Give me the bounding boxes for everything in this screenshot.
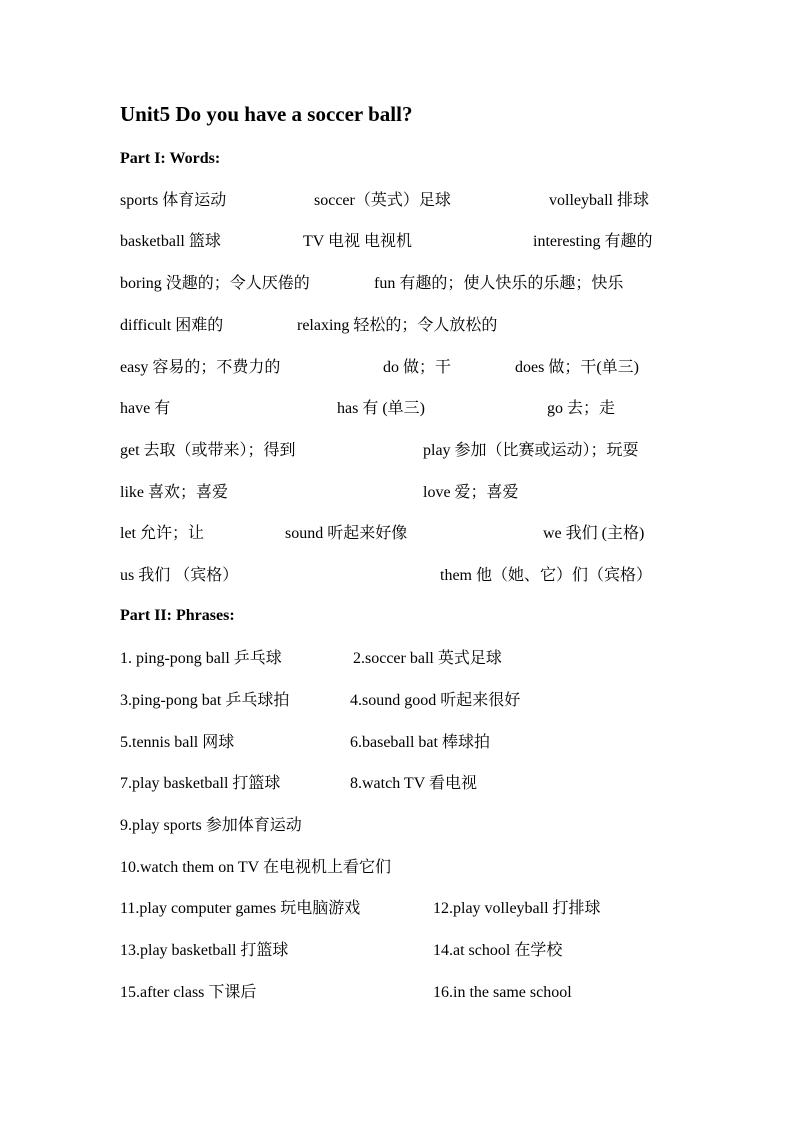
word-entry: play 参加（比赛或运动）；玩耍 <box>423 442 639 459</box>
word-entry: soccer（英式）足球 <box>314 192 451 209</box>
phrase-entry: 3.ping-pong bat 乒乓球拍 <box>120 692 290 709</box>
word-entry: TV 电视 电视机 <box>303 233 413 250</box>
word-entry: love 爱；喜爱 <box>423 484 519 501</box>
word-row <box>0 397 794 421</box>
word-row <box>0 314 794 338</box>
phrase-row <box>0 731 794 755</box>
word-entry: easy 容易的；不费力的 <box>120 359 281 376</box>
phrase-entry: 13.play basketball 打篮球 <box>120 942 289 959</box>
word-entry: relaxing 轻松的；令人放松的 <box>297 317 498 334</box>
part2-heading: Part II: Phrases: <box>120 607 235 624</box>
word-entry: let 允许；让 <box>120 525 204 542</box>
phrase-entry: 9.play sports 参加体育运动 <box>120 817 302 834</box>
phrase-entry: 5.tennis ball 网球 <box>120 734 235 751</box>
phrase-row <box>0 897 794 921</box>
word-entry: sports 体育运动 <box>120 192 227 209</box>
phrase-entry: 6.baseball bat 棒球拍 <box>350 734 490 751</box>
word-entry: interesting 有趣的 <box>533 233 653 250</box>
phrase-entry: 8.watch TV 看电视 <box>350 775 477 792</box>
word-entry: basketball 篮球 <box>120 233 221 250</box>
word-row <box>0 564 794 588</box>
phrase-entry: 11.play computer games 玩电脑游戏 <box>120 900 361 917</box>
phrase-entry: 12.play volleyball 打排球 <box>433 900 601 917</box>
word-entry: volleyball 排球 <box>549 192 649 209</box>
word-row <box>0 439 794 463</box>
phrase-row <box>0 856 794 880</box>
word-entry: fun 有趣的；使人快乐的乐趣；快乐 <box>374 275 624 292</box>
word-row <box>0 189 794 213</box>
phrase-row <box>0 814 794 838</box>
phrase-row <box>0 772 794 796</box>
page-title: Unit5 Do you have a soccer ball? <box>120 102 413 126</box>
word-entry: difficult 困难的 <box>120 317 224 334</box>
word-entry: like 喜欢；喜爱 <box>120 484 228 501</box>
word-row <box>0 356 794 380</box>
word-entry: them 他（她、它）们（宾格） <box>440 567 652 584</box>
word-entry: go 去；走 <box>547 400 616 417</box>
phrase-entry: 1. ping-pong ball 乒乓球 <box>120 650 282 667</box>
word-entry: has 有 (单三) <box>337 400 425 417</box>
word-entry: does 做；干(单三) <box>515 359 639 376</box>
word-entry: sound 听起来好像 <box>285 525 408 542</box>
phrase-row <box>0 647 794 671</box>
phrase-entry: 2.soccer ball 英式足球 <box>353 650 502 667</box>
word-row <box>0 272 794 296</box>
phrase-entry: 4.sound good 听起来很好 <box>350 692 521 709</box>
phrase-entry: 15.after class 下课后 <box>120 984 257 1001</box>
word-row <box>0 230 794 254</box>
word-entry: us 我们 （宾格） <box>120 567 239 584</box>
word-entry: we 我们 (主格) <box>543 525 645 542</box>
phrase-row <box>0 981 794 1005</box>
word-entry: boring 没趣的；令人厌倦的 <box>120 275 310 292</box>
phrase-row <box>0 689 794 713</box>
word-entry: get 去取（或带来）；得到 <box>120 442 296 459</box>
phrase-entry: 14.at school 在学校 <box>433 942 563 959</box>
phrase-entry: 16.in the same school <box>433 984 572 1001</box>
word-row <box>0 522 794 546</box>
word-entry: do 做；干 <box>383 359 452 376</box>
phrase-entry: 10.watch them on TV 在电视机上看它们 <box>120 859 391 876</box>
phrase-row <box>0 939 794 963</box>
part1-heading: Part I: Words: <box>120 150 221 167</box>
word-entry: have 有 <box>120 400 171 417</box>
phrase-entry: 7.play basketball 打篮球 <box>120 775 281 792</box>
word-row <box>0 481 794 505</box>
